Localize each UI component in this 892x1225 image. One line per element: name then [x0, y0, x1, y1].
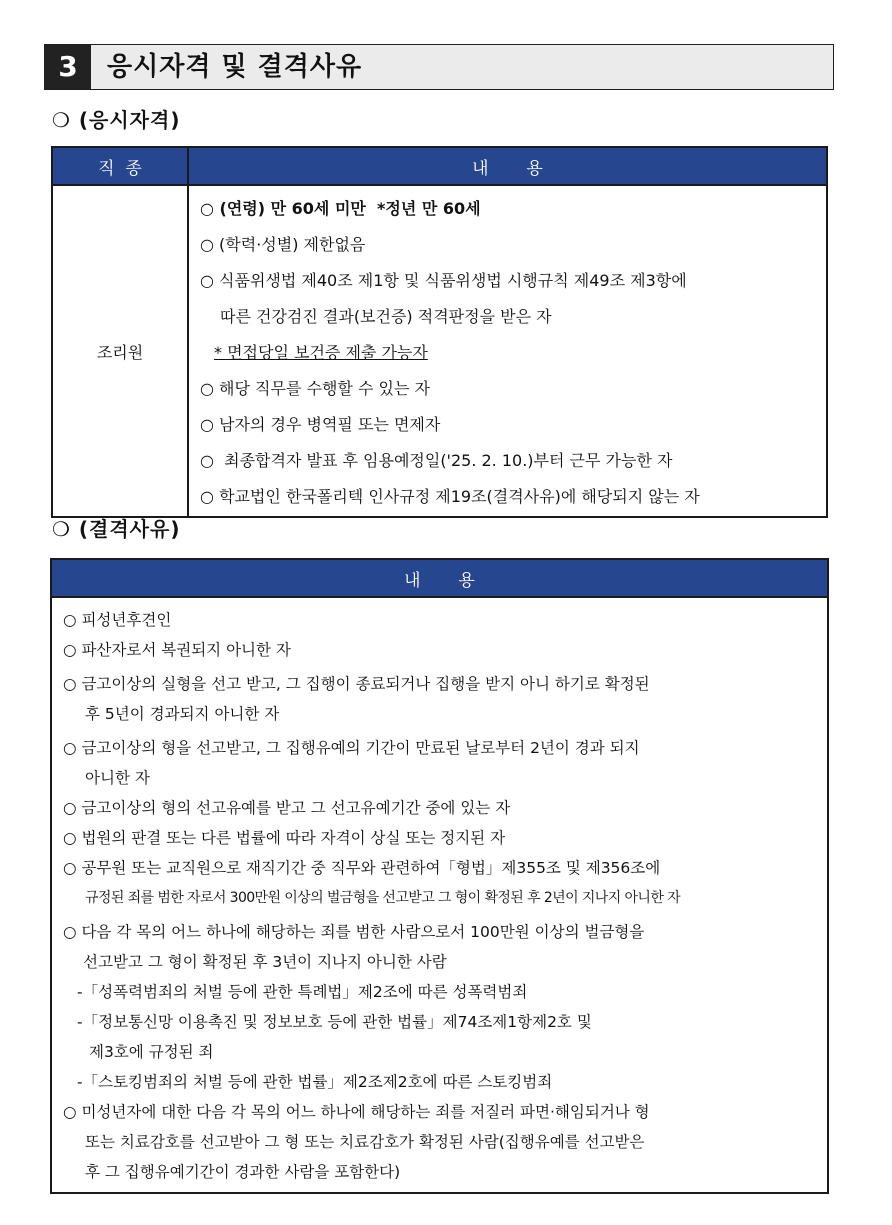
- list-item-continuation: 선고받고 그 형이 확정된 후 3년이 지나지 아니한 사람: [83, 953, 447, 971]
- sub-item-continuation: 제3호에 규정된 죄: [89, 1043, 214, 1061]
- eligibility-item-military: ○ 남자의 경우 병역필 또는 면제자: [200, 415, 441, 434]
- eligibility-item-health-cont: 따른 건강검진 결과(보건증) 적격판정을 받은 자: [220, 307, 552, 326]
- disqualification-heading: ❍ (결격사유): [52, 517, 181, 541]
- eligibility-item-duty: ○ 해당 직무를 수행할 수 있는 자: [200, 379, 430, 398]
- eligibility-note: * 면접당일 보건증 제출 가능자: [214, 343, 428, 362]
- eligibility-item-age: ○ (연령) 만 60세 미만 *정년 만 60세: [200, 199, 481, 218]
- list-item-continuation: 또는 치료감호를 선고받아 그 형 또는 치료감호가 확정된 사람(집행유예를 선고받은: [85, 1133, 645, 1151]
- eligibility-header-row: [52, 147, 827, 185]
- column-header-content: 내 용: [188, 147, 827, 185]
- eligibility-item-regulation: ○ 학교법인 한국폴리텍 인사규정 제19조(결격사유)에 해당되지 않는 자: [200, 487, 700, 506]
- disqualification-row: [51, 597, 828, 1193]
- sub-item: -「스토킹범죄의 처벌 등에 관한 법률」제2조제2호에 따른 스토킹범죄: [77, 1073, 553, 1091]
- sub-item: -「정보통신망 이용촉진 및 정보보호 등에 관한 법률」제74조제1항제2호 및: [77, 1013, 592, 1031]
- disqualification-content-cell: [51, 597, 828, 1193]
- section-title: 응시자격 및 결격사유: [107, 52, 363, 82]
- column-header-job: 직 종: [52, 147, 188, 185]
- eligibility-item-education: ○ (학력·성별) 제한없음: [200, 235, 366, 254]
- list-item: ○ 법원의 판결 또는 다른 법률에 따라 자격이 상실 또는 정지된 자: [63, 829, 506, 847]
- list-item: ○ 금고이상의 실형을 선고 받고, 그 집행이 종료되거나 집행을 받지 아니 하기로 확정된: [63, 675, 650, 693]
- list-item-continuation: 아니한 자: [85, 769, 150, 787]
- list-item: ○ 미성년자에 대한 다음 각 목의 어느 하나에 해당하는 죄를 저질러 파면·해임되거나 형: [63, 1103, 650, 1121]
- section-number: 3: [45, 45, 91, 89]
- job-title-cell: 조리원: [52, 185, 188, 517]
- section-header: [44, 44, 834, 90]
- eligibility-row: [52, 185, 827, 517]
- eligibility-heading: ❍ (응시자격): [52, 108, 181, 132]
- eligibility-item-start-date: ○ 최종합격자 발표 후 임용예정일('25. 2. 10.)부터 근무 가능한 자: [200, 451, 673, 470]
- list-item: ○ 공무원 또는 교직원으로 재직기간 중 직무와 관련하여「형법」제355조 및 제356조에: [63, 859, 661, 877]
- list-item: ○ 피성년후견인: [63, 611, 172, 629]
- list-item-continuation: 규정된 죄를 범한 자로서 300만원 이상의 벌금형을 선고받고 그 형이 확정된 후 2년이 지나지 아니한 자: [85, 890, 681, 906]
- eligibility-item-health: ○ 식품위생법 제40조 제1항 및 식품위생법 시행규칙 제49조 제3항에: [200, 271, 687, 290]
- disqualification-header-row: [51, 559, 828, 597]
- eligibility-table: [51, 146, 828, 518]
- list-item: ○ 금고이상의 형을 선고받고, 그 집행유예의 기간이 만료된 날로부터 2년이 경과 되지: [63, 739, 640, 757]
- list-item: ○ 다음 각 목의 어느 하나에 해당하는 죄를 범한 사람으로서 100만원 이상의 벌금형을: [63, 923, 645, 941]
- list-item: ○ 금고이상의 형의 선고유예를 받고 그 선고유예기간 중에 있는 자: [63, 799, 511, 817]
- list-item: ○ 파산자로서 복권되지 아니한 자: [63, 641, 291, 659]
- sub-item: -「성폭력범죄의 처벌 등에 관한 특례법」제2조에 따른 성폭력범죄: [77, 983, 528, 1001]
- list-item-continuation: 후 5년이 경과되지 아니한 자: [85, 705, 280, 723]
- column-header-content: 내 용: [51, 559, 828, 597]
- eligibility-content-cell: [188, 185, 827, 517]
- list-item-continuation: 후 그 집행유예기간이 경과한 사람을 포함한다): [85, 1163, 401, 1181]
- disqualification-table: [50, 558, 829, 1194]
